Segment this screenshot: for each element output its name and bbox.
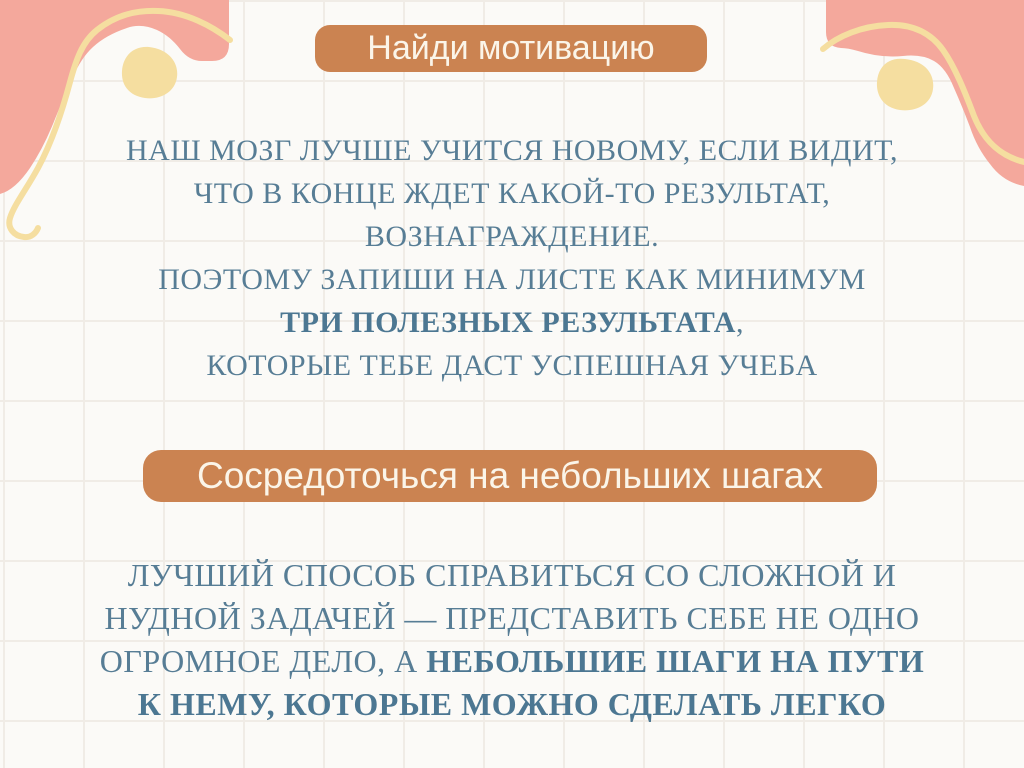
- paragraph-small-steps: [0, 554, 1024, 726]
- text-line: НАШ МОЗГ ЛУЧШЕ УЧИТСЯ НОВОМУ, ЕСЛИ ВИДИТ,: [126, 134, 898, 167]
- text-line: НУДНОЙ ЗАДАЧЕЙ — ПРЕДСТАВИТЬ СЕБЕ НЕ ОДНО: [104, 600, 920, 636]
- text-line: ЧТО В КОНЦЕ ЖДЕТ КАКОЙ-ТО РЕЗУЛЬТАТ,: [193, 177, 831, 210]
- top-left-yellow-egg-shape: [122, 47, 177, 98]
- text-line: ОГРОМНОЕ ДЕЛО, А НЕБОЛЬШИЕ ШАГИ НА ПУТИ: [99, 643, 925, 679]
- paragraph-find-motivation: [0, 129, 1024, 387]
- text-line: К НЕМУ, КОТОРЫЕ МОЖНО СДЕЛАТЬ ЛЕГКО: [137, 686, 887, 722]
- section-badge-label: Найди мотивацию: [367, 29, 655, 67]
- top-right-yellow-egg-shape: [877, 59, 933, 111]
- text-line: ЛУЧШИЙ СПОСОБ СПРАВИТЬСЯ СО СЛОЖНОЙ И: [127, 557, 897, 593]
- text-line: КОТОРЫЕ ТЕБЕ ДАСТ УСПЕШНАЯ УЧЕБА: [206, 349, 818, 382]
- section-badge-label: Сосредоточься на небольших шагах: [196, 455, 824, 496]
- section-badge-find-motivation: [315, 25, 707, 72]
- text-line: ПОЭТОМУ ЗАПИШИ НА ЛИСТЕ КАК МИНИМУМ: [158, 263, 866, 296]
- text-line: ВОЗНАГРАЖДЕНИЕ.: [364, 220, 660, 253]
- section-badge-small-steps: [143, 450, 877, 502]
- text-line: ТРИ ПОЛЕЗНЫХ РЕЗУЛЬТАТА,: [280, 306, 744, 339]
